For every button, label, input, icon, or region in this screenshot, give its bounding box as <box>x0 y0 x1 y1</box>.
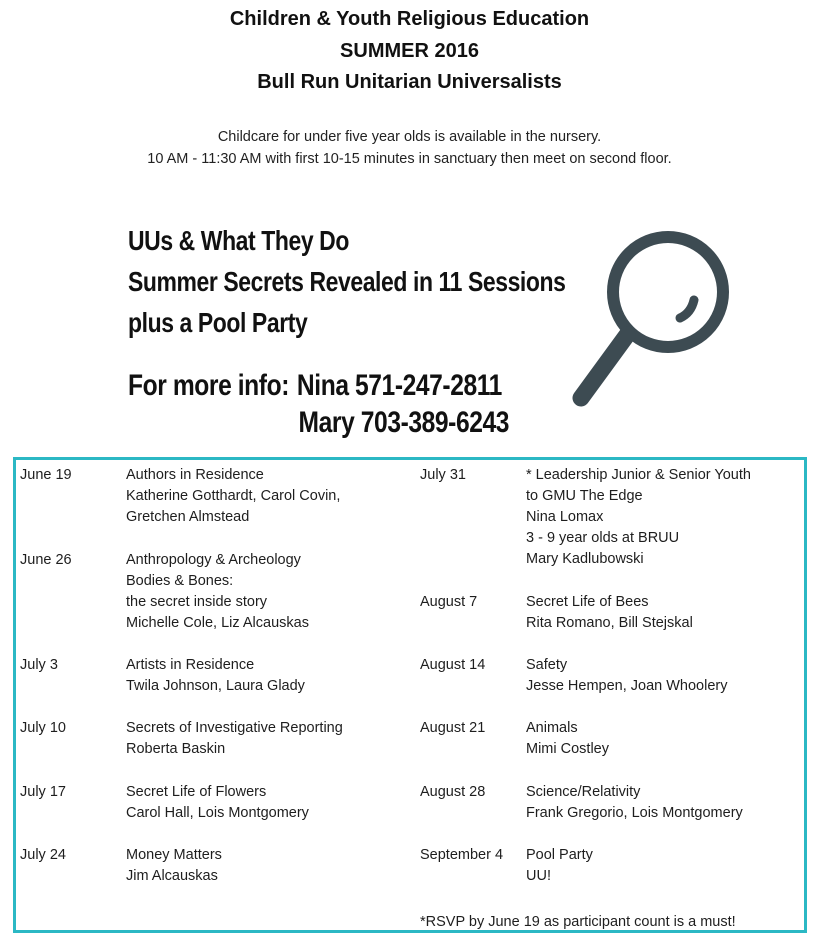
entry-details <box>126 845 222 887</box>
header-title: Children & Youth Religious Education <box>229 8 590 30</box>
entry-details <box>526 782 743 824</box>
entry-line: Gretchen Almstead <box>126 509 250 525</box>
promo-line-2: Summer Secrets Revealed in 11 Sessions <box>128 266 566 297</box>
page-header <box>0 4 819 99</box>
entry-line: Nina Lomax <box>526 509 604 525</box>
magnifying-glass-icon <box>564 226 734 416</box>
entry-line: to GMU The Edge <box>526 488 643 504</box>
entry-line: Carol Hall, Lois Montgomery <box>126 805 309 821</box>
entry-line: Katherine Gotthardt, Carol Covin, <box>126 488 341 504</box>
entry-details <box>126 782 309 824</box>
entry-line: Mary Kadlubowski <box>526 551 644 567</box>
entry-details <box>126 465 340 528</box>
entry-line: Roberta Baskin <box>126 741 226 757</box>
entry-date: August 14 <box>420 657 486 673</box>
entry-date: July 17 <box>20 784 66 800</box>
entry-line: the secret inside story <box>126 594 268 610</box>
rsvp-note: *RSVP by June 19 as participant count is a must! <box>420 914 736 930</box>
header-season: SUMMER 2016 <box>340 39 479 62</box>
entry-title: Money Matters <box>126 847 222 863</box>
entry-date: September 4 <box>420 847 504 863</box>
entry-title: Authors in Residence <box>126 467 264 483</box>
entry-title: Safety <box>526 657 568 673</box>
entry-details <box>526 845 593 887</box>
entry-title: Secrets of Investigative Reporting <box>126 720 343 736</box>
entry-details <box>126 655 305 697</box>
entry-title: Anthropology & Archeology <box>126 552 301 568</box>
entry-date: June 19 <box>20 467 72 483</box>
promo-line-1: UUs & What They Do <box>128 225 349 256</box>
entry-line: Frank Gregorio, Lois Montgomery <box>526 805 743 821</box>
entry-date: July 10 <box>20 720 66 736</box>
childcare-line-1: Childcare for under five year olds is available in the nursery. <box>217 129 602 145</box>
entry-line: Bodies & Bones: <box>126 573 234 589</box>
entry-title: Secret Life of Bees <box>526 594 649 610</box>
entry-details <box>526 592 693 634</box>
entry-date: July 24 <box>20 847 66 863</box>
entry-title: Science/Relativity <box>526 784 641 800</box>
entry-title: * Leadership Junior & Senior Youth <box>526 467 751 483</box>
header-organization: Bull Run Unitarian Universalists <box>257 71 562 93</box>
promo-line-3: plus a Pool Party <box>128 307 308 338</box>
entry-title: Secret Life of Flowers <box>126 784 267 800</box>
entry-details <box>526 655 728 697</box>
entry-title: Animals <box>526 720 578 736</box>
contact-nina: Nina 571-247-2811 <box>296 369 502 402</box>
entry-details <box>126 718 343 760</box>
entry-date: June 26 <box>20 552 72 568</box>
entry-line: 3 - 9 year olds at BRUU <box>526 530 680 546</box>
entry-date: July 31 <box>420 467 466 483</box>
entry-title: Artists in Residence <box>126 657 255 673</box>
contact-label: For more info: <box>128 369 289 402</box>
entry-title: Pool Party <box>526 847 593 863</box>
promo-block <box>128 220 565 343</box>
entry-line: Mimi Costley <box>526 741 609 757</box>
entry-date: August 7 <box>420 594 478 610</box>
entry-details <box>126 550 309 634</box>
schedule-box <box>13 457 807 933</box>
entry-date: August 28 <box>420 784 486 800</box>
entry-line: UU! <box>526 868 551 884</box>
entry-details <box>526 465 751 570</box>
entry-details <box>526 718 609 760</box>
entry-line: Jesse Hempen, Joan Whoolery <box>526 678 728 694</box>
entry-date: August 21 <box>420 720 486 736</box>
entry-line: Jim Alcauskas <box>126 868 218 884</box>
entry-line: Michelle Cole, Liz Alcauskas <box>126 615 309 631</box>
childcare-notice <box>0 126 819 170</box>
entry-line: Twila Johnson, Laura Glady <box>126 678 305 694</box>
contact-mary: Mary 703-389-6243 <box>298 406 510 439</box>
entry-date: July 3 <box>20 657 58 673</box>
childcare-line-2: 10 AM - 11:30 AM with first 10-15 minutes in sanctuary then meet on second floor. <box>147 151 672 167</box>
entry-line: Rita Romano, Bill Stejskal <box>526 615 693 631</box>
